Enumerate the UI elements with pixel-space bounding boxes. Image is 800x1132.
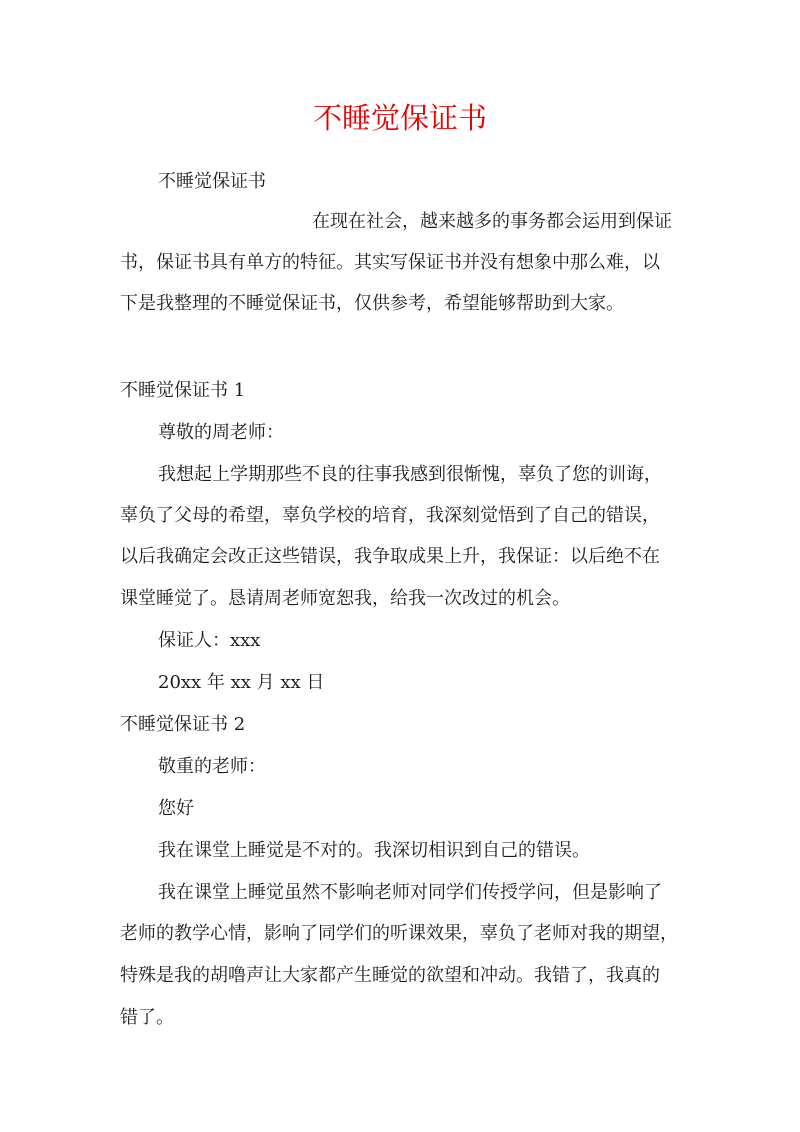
subtitle: 不睡觉保证书 [158,171,266,192]
section2-para2-line-1: 我在课堂上睡觉虽然不影响老师对同学们传授学问，但是影响了 [158,882,662,903]
section2-greeting: 您好 [158,798,194,819]
intro-line-3: 下是我整理的不睡觉保证书，仅供参考，希望能够帮助到大家。 [120,293,624,314]
intro-line-2: 书，保证书具有单方的特征。其实写保证书并没有想象中那么难，以 [120,252,660,273]
section2-heading: 不睡觉保证书 2 [120,714,246,735]
section1-body-line-4: 课堂睡觉了。恳请周老师宽恕我，给我一次改过的机会。 [120,588,570,609]
section1-date: 20xx 年 xx 月 xx 日 [158,672,325,693]
document-title: 不睡觉保证书 [312,101,487,135]
section2-para2-line-3: 特殊是我的胡噜声让大家都产生睡觉的欲望和冲动。我错了，我真的 [120,965,660,986]
section1-body-line-3: 以后我确定会改正这些错误，我争取成果上升，我保证：以后绝不在 [120,546,660,567]
intro-line-1: 在现在社会，越来越多的事务都会运用到保证 [312,211,672,232]
section2-salutation: 敬重的老师： [158,756,266,777]
section2-para1: 我在课堂上睡觉是不对的。我深切相识到自己的错误。 [158,840,590,861]
section2-para2-line-2: 老师的教学心情，影响了同学们的听课效果，辜负了老师对我的期望， [120,923,678,944]
section2-para2-line-4: 错了。 [120,1007,174,1028]
section1-signer: 保证人：xxx [158,630,261,651]
section1-body-line-2: 辜负了父母的希望，辜负学校的培育，我深刻觉悟到了自己的错误， [120,505,660,526]
section1-heading: 不睡觉保证书 1 [120,380,246,401]
section1-body-line-1: 我想起上学期那些不良的往事我感到很惭愧，辜负了您的训诲， [158,464,662,485]
section1-salutation: 尊敬的周老师： [158,422,284,443]
